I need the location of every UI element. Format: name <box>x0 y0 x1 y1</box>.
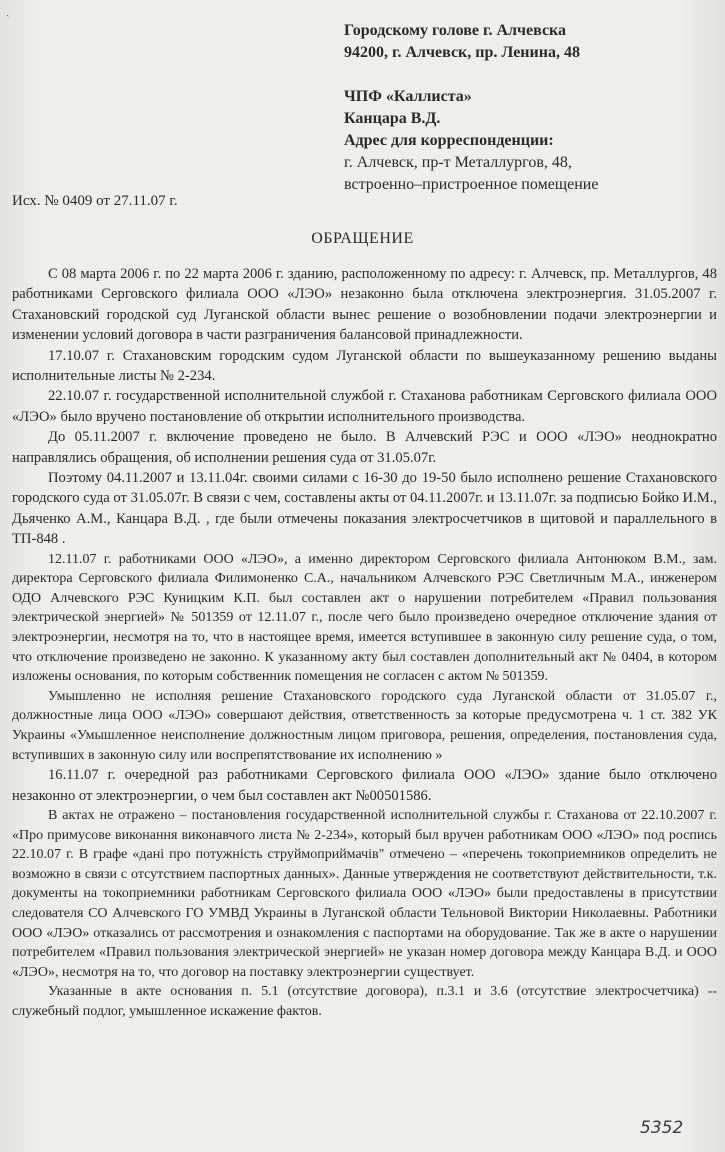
paragraph: С 08 марта 2006 г. по 22 марта 2006 г. зданию, расположенному по адресу: г. Алчевск, пр. Металлургов, 48 работниками Серговского филиала ООО «ЛЭО» незаконно была отключена электроэнергия. 31.05.2007 г. Стахановский городской суд Луганской области вынес решение о возобновлении подачи электроэнергии и изменении условий договора в части разграничения балансовой принадлежности. <box>12 266 717 344</box>
paragraph: Поэтому 04.11.2007 и 13.11.04г. своими силами с 16-30 до 19-50 было исполнено решение Стахановского городского суда от 31.05.07г. В связи с чем, составлены акты от 04.11.2007г. и 13.11.07г. за подписью Бойко И.М., Дьяченко А.М., Канцара В.Д. , где были отмечены показания электросчетчиков в щитовой и параллельного в ТП-848 . <box>12 470 717 548</box>
paragraph: До 05.11.2007 г. включение проведено не было. В Алчевский РЭС и ООО «ЛЭО» неоднократно направлялись обращения, об исполнении решения суда от 31.05.07г. <box>12 429 717 466</box>
paragraph: Указанные в акте основания п. 5.1 (отсутствие договора), п.3.1 и 3.6 (отсутствие электросчетчика) -- служебный подлог, умышленное искажение фактов. <box>12 984 717 1019</box>
scan-mark: ˎ <box>6 6 10 17</box>
document-title: ОБРАЩЕНИЕ <box>311 230 414 247</box>
recipient-line-1: Городскому голове г. Алчевска <box>344 22 567 39</box>
paragraph: 12.11.07 г. работниками ООО «ЛЭО», а именно директором Серговского филиала Антонюком В.М., зам. директора Серговского филиала Филимоненко С.А., начальником Алчевского РЭС Светличным М.А., инженером ОДО Алчевского РЭС Куницким К.П. был составлен акт о нарушении потребителем «Правил пользования электрической энергией» № 501359 от 12.11.07 г., после чего было произведено очередное отключение здания от электроэнергии, несмотря на то, что в настоящее время, имеется вступившее в законную силу решение суда, о том, что отключение произведено не законно. К указанному акту был составлен дополнительный акт № 0404, в котором изложены основания, по которым собственник помещения не согласен с актом № 501359. <box>12 551 717 685</box>
correspondence-line-2: встроенно–пристроенное помещение <box>344 176 599 193</box>
paragraph: 22.10.07 г. государственной исполнительной службой г. Стаханова работникам Серговского филиала ООО «ЛЭО» было вручено постановление об открытии исполнительного производства. <box>12 388 717 425</box>
sender-name: Канцара В.Д. <box>344 110 441 127</box>
paragraph: 16.11.07 г. очередной раз работниками Серговского филиала ООО «ЛЭО» здание было отключено незаконно от электроэнергии, о чем был составлен акт №00501586. <box>12 767 717 804</box>
recipient-line-2: 94200, г. Алчевск, пр. Ленина, 48 <box>344 44 580 61</box>
address-block <box>344 20 714 196</box>
outgoing-number: Исх. № 0409 от 27.11.07 г. <box>12 193 178 209</box>
paragraph: Умышленно не исполняя решение Стахановского городского суда Луганской области от 31.05.07 г., должностные лица ООО «ЛЭО» совершают действия, ответственность за которые предусмотрена ч. 1 ст. 382 УК Украины «Умышленное неисполнение должностным лицом приговора, решения, определения, постановления суда, вступивших в законную силу или воспрепятствование их исполнению » <box>12 688 717 763</box>
document-body <box>12 264 717 1022</box>
page-stamp: 5352 <box>640 1118 684 1138</box>
paragraph: 17.10.07 г. Стахановским городским судом Луганской области по вышеуказанному решению выданы исполнительные листы № 2-234. <box>12 347 717 385</box>
correspondence-label: Адрес для корреспонденции: <box>344 132 554 149</box>
sender-org: ЧПФ «Каллиста» <box>344 88 472 105</box>
paragraph: В актах не отражено – постановления государственной исполнительной службы г. Стаханова от 22.10.2007 г. «Про примусове виконання виконавчого листа № 2-234», который был вручен работникам ООО «ЛЭО» под роспись 22.10.07 г. В графе «дані про потужність струймоприймачів" отмечено – «перечень токоприемников определить не возможно в связи с отсутствием паспортных данных». Данные утверждения не соответствуют действительности, т.к. документы на токоприемники работникам Серговского филиала ООО «ЛЭО» были предоставлены в присутствии следователя СО Алчевского ГО УМВД Украины в Луганской области Тельновой Виктории Николаевны. Работники ООО «ЛЭО» отказались от рассмотрения и ознакомления с паспортами на оборудование. Так же в акте о нарушении потребителем «Правил пользования электрической энергией» не указан номер договора между Канцара В.Д. и ООО «ЛЭО», несмотря на то, что договор на поставку электроэнергии существует. <box>12 808 717 980</box>
correspondence-line-1: г. Алчевск, пр-т Металлургов, 48, <box>344 154 572 171</box>
